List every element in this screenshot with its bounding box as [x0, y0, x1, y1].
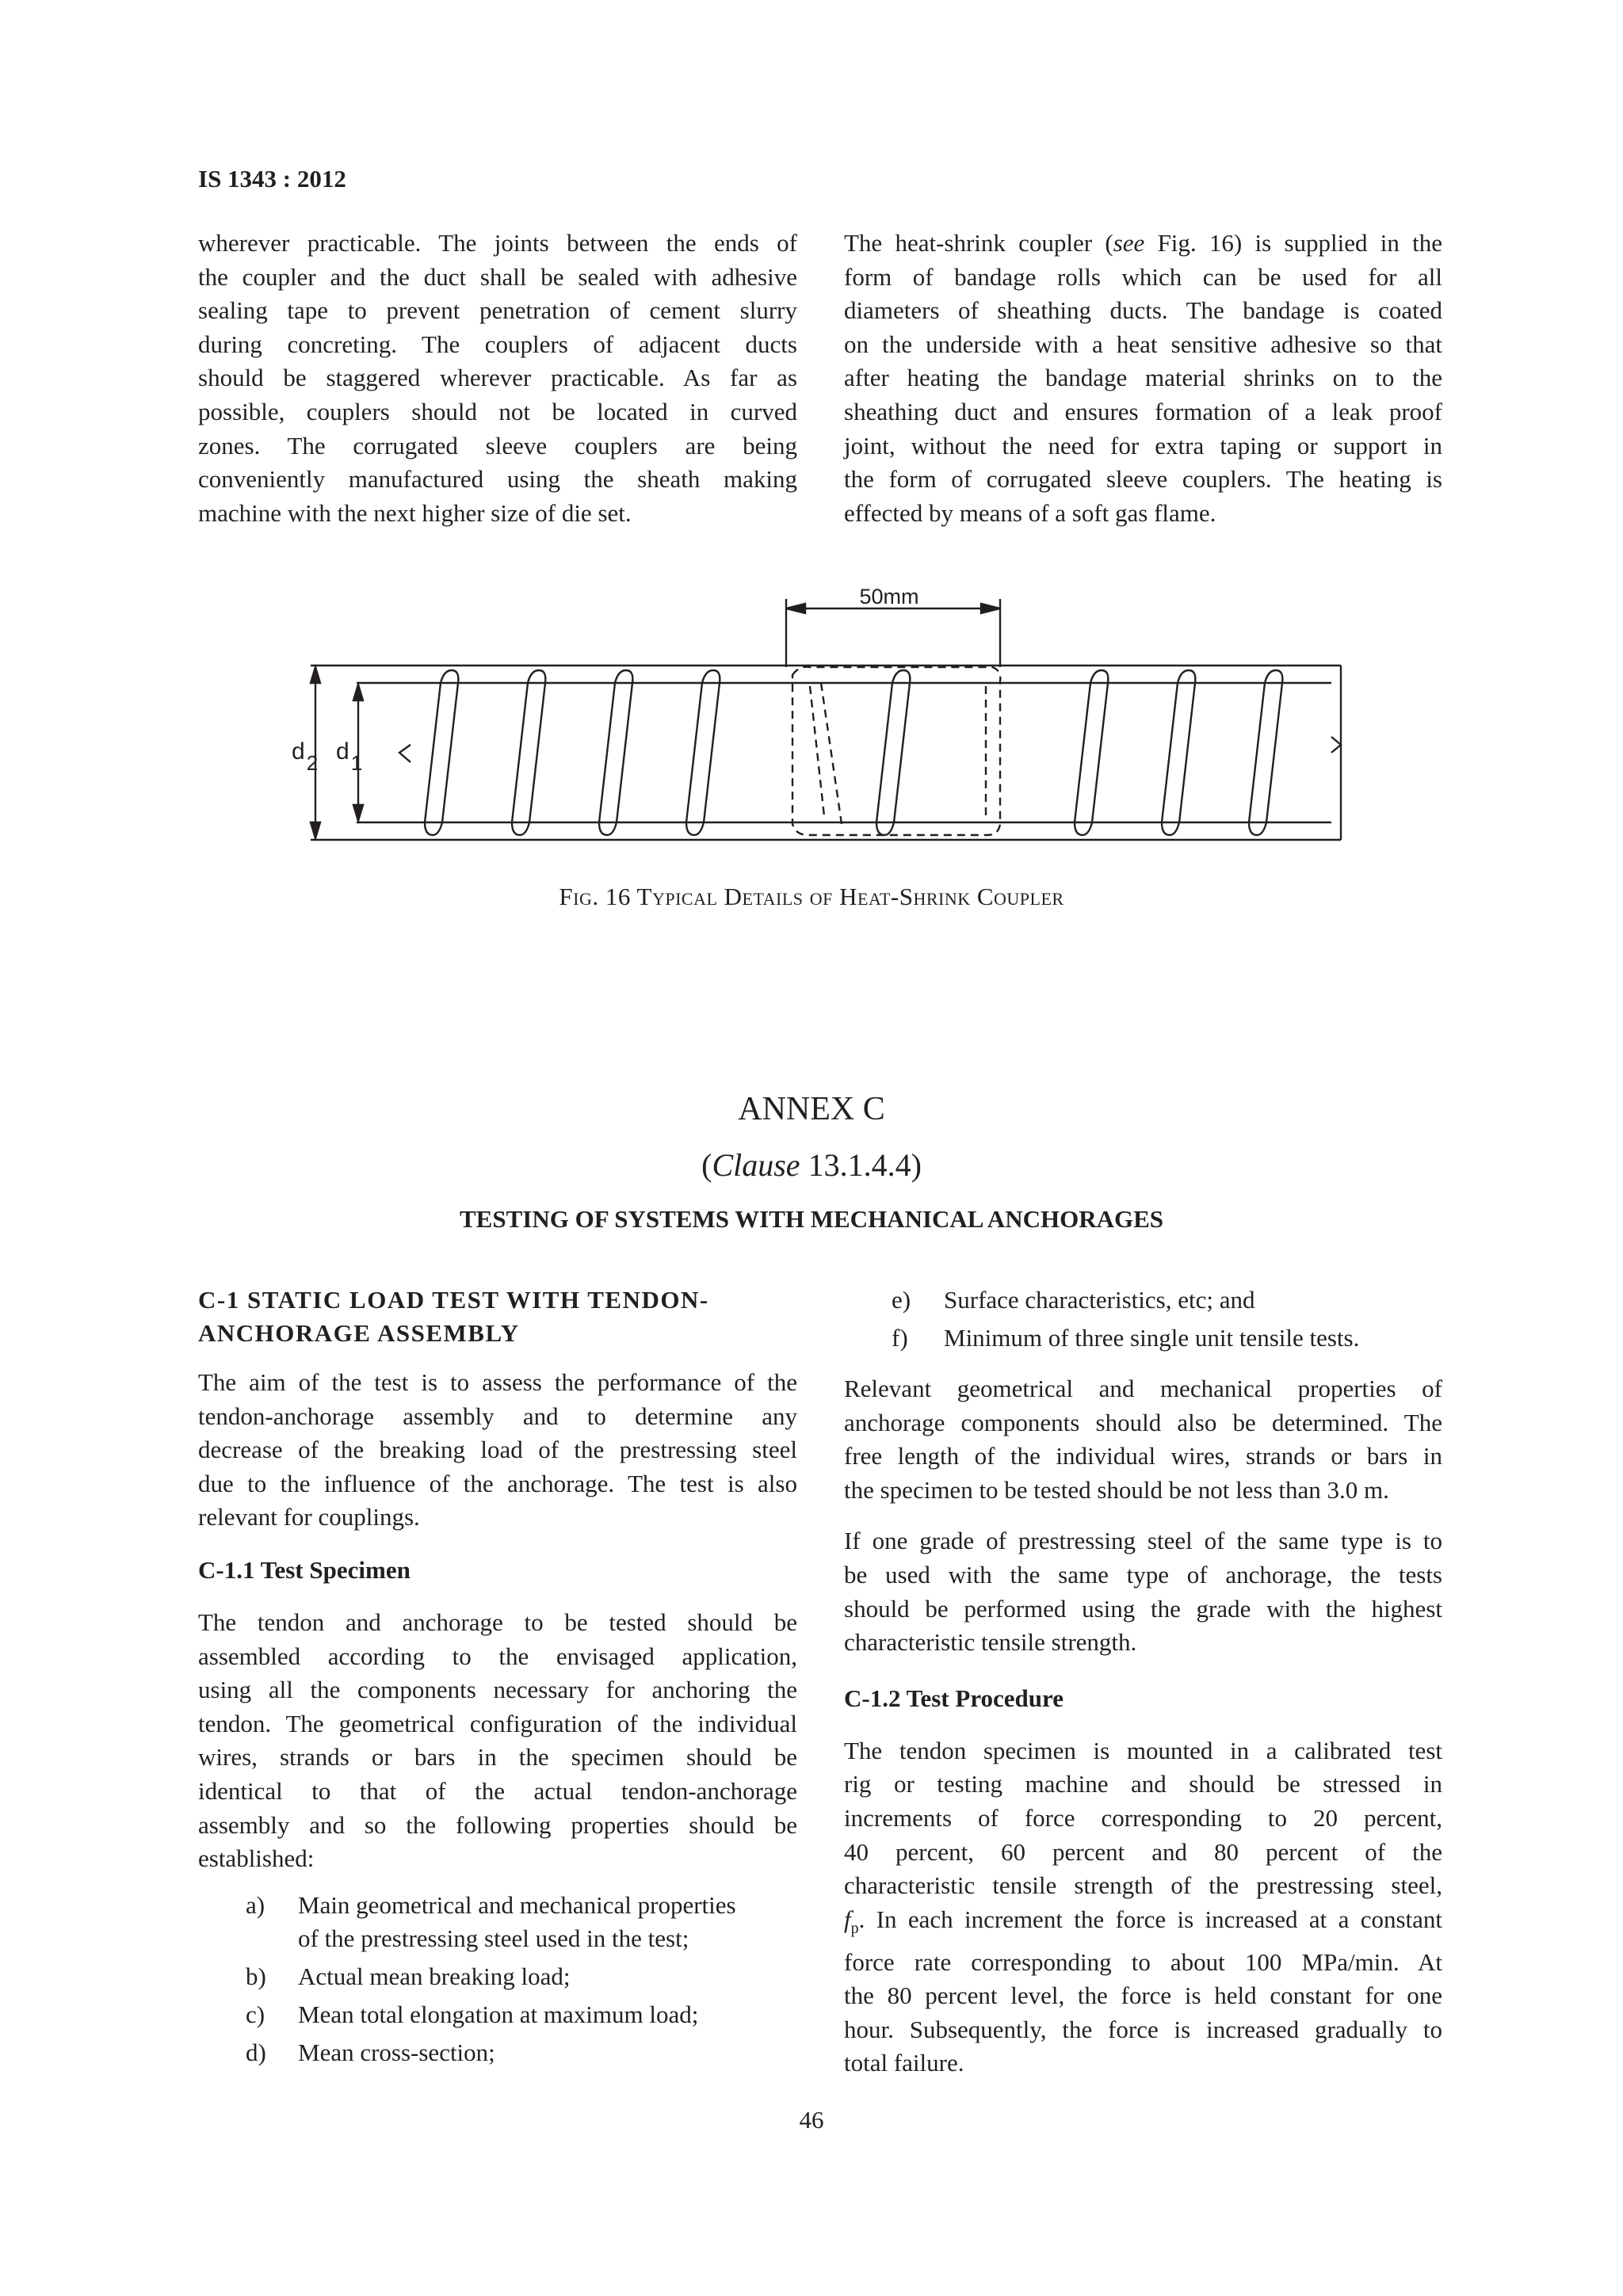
d2-label: d2: [292, 738, 319, 775]
d1-label: d1: [336, 738, 363, 775]
text-line: effected by means of a soft gas flame.: [844, 498, 1216, 527]
right-column: [844, 1283, 1442, 2081]
text-line: $f_p$. In each increment the force is increased at a constant: [844, 1905, 1442, 1937]
text-line: decrease of the breaking load of the prestressing steel: [198, 1436, 797, 1464]
text-line: relevant for couplings.: [198, 1503, 420, 1531]
text-line: form of bandage rolls which can be used for all: [844, 262, 1442, 291]
text-line: due to the influence of the anchorage. The test is also: [198, 1469, 797, 1497]
c1-paragraph: [198, 1366, 797, 1535]
text-line: should be staggered wherever practicable. As far as: [198, 364, 797, 392]
text-line: the form of corrugated sleeve couplers. The heating is: [844, 465, 1442, 494]
text-line: characteristic tensile strength of the prestressing steel,: [844, 1871, 1442, 1900]
heat-shrink-sleeve: [792, 667, 1000, 835]
text-line: identical to that of the actual tendon-anchorage: [198, 1776, 797, 1805]
text-line: hour. Subsequently, the force is increased gradually to: [844, 2015, 1442, 2043]
left-column: [198, 1283, 797, 2069]
text-line: wherever practicable. The joints between the ends of: [198, 229, 797, 257]
page-number: 46: [799, 2106, 824, 2134]
text-line: joint, without the need for extra taping or support in: [844, 431, 1442, 460]
text-line: zones. The corrugated sleeve couplers are being: [198, 431, 797, 460]
corrugation-ribs: [425, 670, 1282, 835]
text-line: The tendon and anchorage to be tested should be: [198, 1608, 797, 1636]
c11-paragraph: [198, 1606, 797, 1876]
text-line: If one grade of prestressing steel of the same type is to: [844, 1527, 1442, 1555]
running-header: IS 1343 : 2012: [198, 165, 346, 193]
text-line: free length of the individual wires, strands or bars in: [844, 1442, 1442, 1470]
list-item: f) Minimum of three single unit tensile tests.: [892, 1324, 1360, 1352]
fp-symbol: f: [844, 1905, 851, 1933]
annex-subtitle: TESTING OF SYSTEMS WITH MECHANICAL ANCHORAGES: [460, 1205, 1163, 1233]
list-item: e) Surface characteristics, etc; and: [892, 1286, 1255, 1314]
text-line: increments of force corresponding to 20 percent,: [844, 1803, 1442, 1832]
text-line: established:: [198, 1844, 315, 1873]
heat-shrink-coupler-figure: [0, 0, 1623, 871]
text-line: tendon-anchorage assembly and to determine any: [198, 1402, 797, 1430]
text-line: the 80 percent level, the force is held constant for one: [844, 1981, 1442, 2010]
list-item: c) Mean total elongation at maximum load;: [246, 2000, 699, 2028]
arrowhead: [786, 604, 805, 613]
text-line: assembled according to the envisaged application,: [198, 1642, 797, 1670]
annex-clause-reference: (Clause 13.1.4.4): [701, 1147, 922, 1183]
text-line: after heating the bandage material shrinks on to the: [844, 364, 1442, 392]
section-heading-c1: C-1 STATIC LOAD TEST WITH TENDON- ANCHORAGE ASSEMBLY: [198, 1286, 709, 1347]
text-line: assembly and so the following properties should be: [198, 1810, 797, 1839]
figure-caption: Fig. 16 Typical Details of Heat-Shrink Coupler: [559, 883, 1064, 910]
properties-list-continued: [844, 1283, 1442, 1355]
break-symbol: [1331, 737, 1341, 753]
text-line: 40 percent, 60 percent and 80 percent of the: [844, 1837, 1442, 1866]
text-line: rig or testing machine and should be stressed in: [844, 1770, 1442, 1798]
text-line: tendon. The geometrical configuration of the individual: [198, 1709, 797, 1737]
arrowhead: [981, 604, 1000, 613]
text-line: anchorage components should also be determined. The: [844, 1408, 1442, 1436]
text-line: The heat-shrink coupler (see Fig. 16) is supplied in the: [844, 229, 1443, 257]
c12-paragraph: [844, 1734, 1442, 2081]
list-item: d) Mean cross-section;: [246, 2038, 495, 2066]
text-line: be used with the same type of anchorage, the tests: [844, 1560, 1442, 1589]
properties-list: [198, 1889, 797, 2069]
text-line: machine with the next higher size of die set.: [198, 498, 632, 527]
text-line: total failure.: [844, 2049, 964, 2077]
text-line: sealing tape to prevent penetration of cement slurry: [198, 296, 797, 325]
text-line: the specimen to be tested should be not less than 3.0 m.: [844, 1475, 1389, 1504]
text-line: conveniently manufactured using the sheath making: [198, 465, 797, 494]
text-line: sheathing duct and ensures formation of a leak proof: [844, 397, 1442, 425]
text-line: on the underside with a heat sensitive adhesive so that: [844, 330, 1442, 358]
section-heading-c11: C-1.1 Test Specimen: [198, 1555, 411, 1584]
text-line: The aim of the test is to assess the performance of the: [198, 1368, 797, 1396]
annex-title: ANNEX C: [738, 1091, 885, 1127]
text-line: Relevant geometrical and mechanical properties of: [844, 1375, 1442, 1402]
section-heading-c12: C-1.2 Test Procedure: [844, 1684, 1064, 1712]
left-break: [399, 745, 411, 762]
list-item: b) Actual mean breaking load;: [246, 1962, 571, 1990]
text-line: possible, couplers should not be located in curved: [198, 397, 797, 425]
dimension-label-50mm: 50mm: [859, 585, 919, 608]
text-line: using all the components necessary for anchoring the: [198, 1676, 797, 1704]
text-line: the coupler and the duct shall be sealed with adhesive: [198, 262, 797, 291]
text-line: force rate corresponding to about 100 MPa/min. At: [844, 1947, 1442, 1976]
steel-grade-paragraph: [844, 1524, 1442, 1659]
text-line: should be performed using the grade with the highest: [844, 1594, 1442, 1623]
text-line: wires, strands or bars in the specimen should be: [198, 1743, 797, 1772]
text-line: The tendon specimen is mounted in a calibrated test: [844, 1736, 1442, 1764]
anchorage-properties-paragraph: [844, 1372, 1442, 1507]
text-line: diameters of sheathing ducts. The bandage is coated: [844, 296, 1442, 325]
text-line: characteristic tensile strength.: [844, 1628, 1137, 1657]
text-line: during concreting. The couplers of adjacent ducts: [198, 330, 797, 358]
list-item: a) Main geometrical and mechanical properties of the prestressing steel used in the test;: [246, 1890, 736, 1952]
